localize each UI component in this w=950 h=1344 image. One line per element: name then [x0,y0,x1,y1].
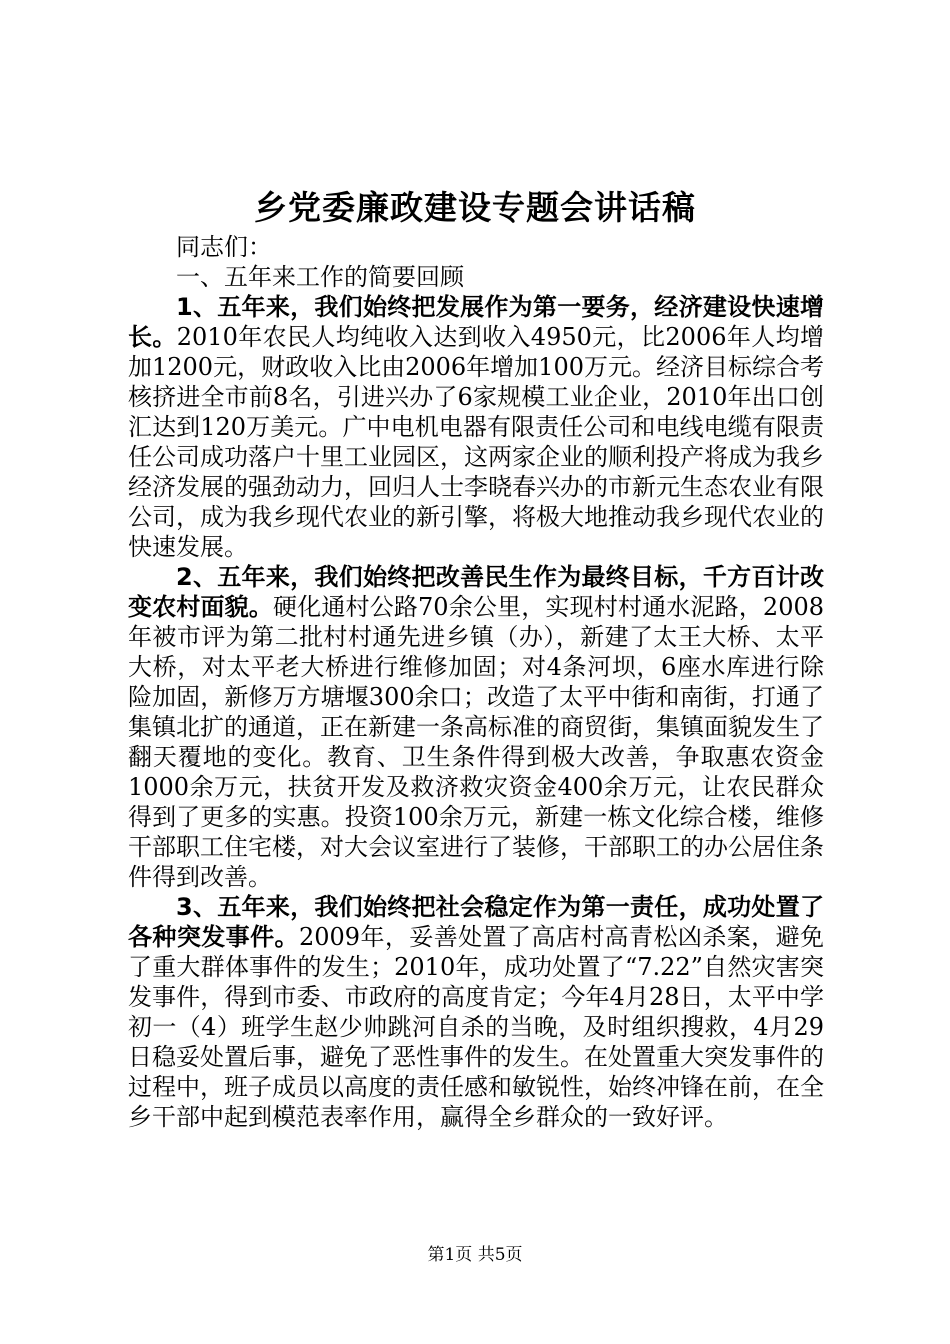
section-heading: 一、五年来工作的简要回顾 [176,263,464,291]
paragraph-1 [128,292,824,562]
paragraph-2 [128,562,824,892]
salutation: 同志们： [176,233,272,261]
document-body [128,232,824,1132]
paragraph-1-text: 2010年农民人均纯收入达到收入4950元，比2006年人均增加1200元，财政收入比由2006年增加100万元。经济目标综合考核挤进全市前8名，引进兴办了6家规模工业企业，2010年出口创汇达到120万美元。广中电机电器有限责任公司和电线电缆有限责任公司成功落户十里工业园区，这两家企业的顺利投产将成为我乡经济发展的强劲动力，回归人士李晓春兴办的市新元生态农业有限公司，成为我乡现代农业的新引擎，将极大地推动我乡现代农业的快速发展。 [128,323,825,561]
paragraph-3 [128,892,824,1132]
paragraph-2-lead: 2、五年来，我们始终把改善民生作为最终目标，千方百计改变农村面貌。 [128,563,824,621]
paragraph-3-lead: 3、五年来，我们始终把社会稳定作为第一责任，成功处置了各种突发事件。 [128,893,824,951]
page-footer: 第1页 共5页 [427,1245,523,1265]
paragraph-1-lead: 1、五年来，我们始终把发展作为第一要务，经济建设快速增长。 [128,293,824,351]
paragraph-2-text: 硬化通村公路70余公里，实现村村通水泥路，2008年被市评为第二批村村通先进乡镇（办），新建了太王大桥、太平大桥，对太平老大桥进行维修加固；对4条河坝，6座水库进行除险加固，新修万方塘堰300余口；改造了太平中街和南街，打通了集镇北扩的通道，正在新建一条高标准的商贸街，集镇面貌发生了翻天覆地的变化。教育、卫生条件得到极大改善，争取惠农资金1000余万元，扶贫开发及救济救灾资金400余万元，让农民群众得到了更多的实惠。投资100余万元，新建一栋文化综合楼，维修干部职工住宅楼，对大会议室进行了装修，干部职工的办公居住条件得到改善。 [128,593,824,891]
document-title: 乡党委廉政建设专题会讲话稿 [254,188,696,227]
paragraph-3-text: 2009年，妥善处置了高店村高青松凶杀案，避免了重大群体事件的发生；2010年，成功处置了“7.22”自然灾害突发事件，得到市委、市政府的高度肯定；今年4月28日，太平中学初一（4）班学生赵少帅跳河自杀的当晚，及时组织搜救，4月29日稳妥处置后事，避免了恶性事件的发生。在处置重大突发事件的过程中，班子成员以高度的责任感和敏锐性，始终冲锋在前，在全乡干部中起到模范表率作用，赢得全乡群众的一致好评。 [128,923,825,1131]
